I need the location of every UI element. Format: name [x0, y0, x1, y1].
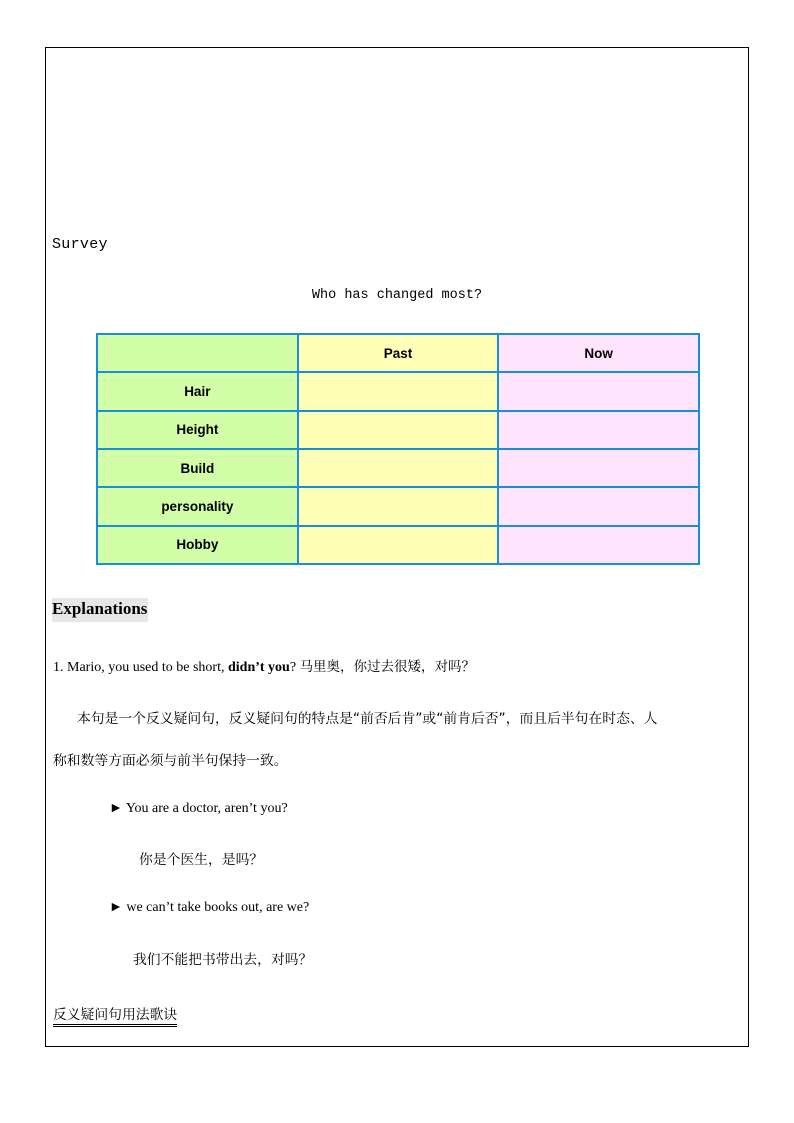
row-label-personality: personality — [97, 487, 298, 525]
item1-translation: 马里奥，你过去很矮，对吗？ — [299, 659, 476, 675]
row-label-build: Build — [97, 449, 298, 487]
table-caption: Who has changed most? — [311, 288, 483, 303]
cell-now — [498, 372, 699, 410]
survey-heading: Survey — [52, 236, 108, 253]
table-header-row — [97, 334, 699, 372]
example-2-chinese: 我们不能把书带出去，对吗？ — [133, 952, 313, 968]
cell-past — [298, 487, 499, 525]
explanation-item-1 — [53, 655, 475, 676]
header-cell-empty — [97, 334, 298, 372]
example-1-chinese: 你是个医生，是吗？ — [139, 852, 264, 868]
cell-now — [498, 526, 699, 564]
table-row — [97, 372, 699, 410]
example-2-english: we can’t take books out, are we? — [126, 900, 310, 915]
example-2 — [109, 900, 309, 916]
table-row — [97, 411, 699, 449]
example-1-english: You are a doctor, aren’t you? — [125, 801, 288, 816]
row-label-hair: Hair — [97, 372, 298, 410]
cell-now — [498, 411, 699, 449]
explanation-paragraph-line2: 称和数等方面必须与前半句保持一致。 — [53, 753, 288, 769]
item1-tag-question: didn’t you — [227, 660, 290, 675]
item1-prefix: 1. Mario, you used to be short, — [53, 660, 228, 675]
survey-table — [96, 333, 700, 565]
example-1 — [109, 801, 288, 817]
cell-past — [298, 411, 499, 449]
explanation-paragraph-line1: 本句是一个反义疑问句，反义疑问句的特点是“前否后肯”或“前肯后否”，而且后半句在时态、人 — [77, 711, 658, 727]
table-row — [97, 449, 699, 487]
cell-past — [298, 526, 499, 564]
cell-past — [298, 449, 499, 487]
cell-now — [498, 449, 699, 487]
header-cell-past: Past — [298, 334, 499, 372]
row-label-height: Height — [97, 411, 298, 449]
cell-past — [298, 372, 499, 410]
triangle-bullet-icon: ► — [109, 801, 123, 816]
explanations-heading: Explanations — [52, 598, 148, 622]
table-row — [97, 526, 699, 564]
rhyme-title: 反义疑问句用法歌诀 — [53, 1003, 177, 1027]
header-cell-now: Now — [498, 334, 699, 372]
cell-now — [498, 487, 699, 525]
row-label-hobby: Hobby — [97, 526, 298, 564]
item1-suffix: ? — [289, 660, 300, 675]
triangle-bullet-icon: ► — [109, 900, 123, 915]
table-row — [97, 487, 699, 525]
